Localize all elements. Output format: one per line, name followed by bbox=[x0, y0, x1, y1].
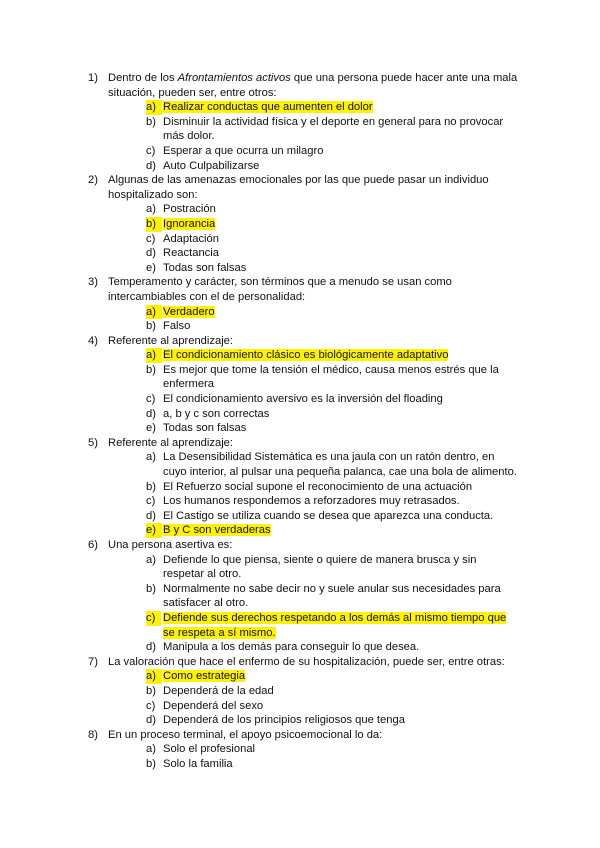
option-letter: d) bbox=[146, 641, 156, 654]
question-number: 1) bbox=[88, 72, 98, 84]
option-letter: a) bbox=[146, 305, 162, 320]
option-e bbox=[108, 421, 520, 436]
option-text: Manipula a los demás para conseguir lo que desea. bbox=[163, 641, 420, 654]
option-text: Reactancia bbox=[163, 247, 219, 260]
option-a bbox=[108, 669, 520, 684]
option-list bbox=[108, 305, 520, 334]
option-text: Postración bbox=[163, 203, 216, 216]
option-d bbox=[108, 246, 520, 261]
option-text: Todas son falsas bbox=[163, 422, 247, 435]
option-d bbox=[108, 713, 520, 728]
option-letter: e) bbox=[146, 523, 162, 538]
question-number: 8) bbox=[88, 728, 98, 741]
option-c bbox=[108, 144, 520, 159]
option-a bbox=[108, 450, 520, 479]
option-d bbox=[108, 640, 520, 655]
option-c bbox=[108, 699, 520, 714]
question-text bbox=[108, 71, 520, 100]
option-letter: b) bbox=[146, 320, 156, 333]
option-b bbox=[108, 757, 520, 772]
question-text-after: que una persona puede hacer ante una mala situación, pueden ser, entre otros: bbox=[108, 72, 518, 99]
option-d bbox=[108, 159, 520, 174]
option-letter: b) bbox=[146, 217, 162, 232]
option-c bbox=[108, 392, 520, 407]
option-letter: c) bbox=[146, 393, 156, 406]
question-4 bbox=[88, 334, 520, 436]
question-text: Referente al aprendizaje: bbox=[108, 436, 234, 449]
question-text: Temperamento y carácter, son términos que a menudo se usan como intercambiables con el de personalidad: bbox=[108, 276, 452, 303]
option-letter: c) bbox=[146, 699, 156, 712]
option-text: Falso bbox=[163, 320, 191, 333]
option-letter: c) bbox=[146, 144, 156, 157]
option-text: Los humanos respondemos a reforzadores muy retrasados. bbox=[163, 495, 460, 508]
option-text: Realizar conductas que aumenten el dolor bbox=[163, 101, 373, 114]
option-text: Dependerá de los principios religiosos que tenga bbox=[163, 714, 405, 727]
option-text: El condicionamiento aversivo es la inversión del floading bbox=[163, 393, 443, 406]
question-2 bbox=[88, 173, 520, 275]
option-text: Solo el profesional bbox=[163, 743, 256, 756]
option-a bbox=[108, 100, 520, 115]
option-list bbox=[108, 742, 520, 771]
option-list bbox=[108, 100, 520, 173]
option-text: El condicionamiento clásico es biológicamente adaptativo bbox=[163, 349, 449, 362]
question-8 bbox=[88, 728, 520, 772]
option-letter: e) bbox=[146, 422, 156, 435]
option-letter: a) bbox=[146, 348, 162, 363]
question-text: Algunas de las amenazas emocionales por las que puede pasar un individuo hospitalizado son: bbox=[108, 174, 489, 201]
option-text: Adaptación bbox=[163, 232, 219, 245]
option-text: Verdadero bbox=[163, 305, 215, 318]
option-letter: a) bbox=[146, 669, 162, 684]
option-list bbox=[108, 553, 520, 655]
option-list bbox=[108, 202, 520, 275]
option-text: Todas son falsas bbox=[163, 261, 247, 274]
option-list bbox=[108, 348, 520, 436]
option-text: Esperar a que ocurra un milagro bbox=[163, 144, 324, 157]
question-6 bbox=[88, 538, 520, 655]
option-letter: d) bbox=[146, 247, 156, 260]
question-text-before: Dentro de los bbox=[108, 72, 178, 84]
option-text: Disminuir la actividad física y el deporte en general para no provocar más dolor. bbox=[163, 115, 504, 143]
option-letter: a) bbox=[146, 100, 162, 115]
option-text: Dependerá del sexo bbox=[163, 699, 264, 712]
option-b bbox=[108, 684, 520, 699]
option-letter: d) bbox=[146, 407, 156, 420]
option-text: El Castigo se utiliza cuando se desea que aparezca una conducta. bbox=[163, 509, 494, 522]
question-list bbox=[88, 71, 520, 772]
question-text-italic: Afrontamientos activos bbox=[177, 72, 291, 84]
option-letter: c) bbox=[146, 495, 156, 508]
option-b bbox=[108, 319, 520, 334]
option-letter: d) bbox=[146, 509, 156, 522]
option-b bbox=[108, 217, 520, 232]
option-a bbox=[108, 348, 520, 363]
question-3 bbox=[88, 275, 520, 333]
question-number: 5) bbox=[88, 436, 98, 449]
option-c bbox=[108, 611, 520, 640]
option-letter: b) bbox=[146, 757, 156, 770]
option-text: Solo la familia bbox=[163, 757, 233, 770]
question-text: Referente al aprendizaje: bbox=[108, 334, 234, 347]
option-b bbox=[108, 115, 520, 144]
option-letter: b) bbox=[146, 480, 156, 493]
option-text: Es mejor que tome la tensión el médico, causa menos estrés que la enfermera bbox=[163, 363, 499, 391]
option-text: Dependerá de la edad bbox=[163, 684, 274, 697]
option-text: El Refuerzo social supone el reconocimiento de una actuación bbox=[163, 480, 473, 493]
option-d bbox=[108, 509, 520, 524]
option-a bbox=[108, 305, 520, 320]
option-text: Normalmente no sabe decir no y suele anular sus necesidades para satisfacer al otro. bbox=[163, 582, 501, 610]
option-letter: d) bbox=[146, 714, 156, 727]
option-a bbox=[108, 553, 520, 582]
option-text: Auto Culpabilizarse bbox=[163, 159, 260, 172]
question-text: La valoración que hace el enfermo de su hospitalización, puede ser, entre otras: bbox=[108, 655, 505, 668]
option-a bbox=[108, 202, 520, 217]
option-letter: a) bbox=[146, 451, 156, 464]
question-number: 6) bbox=[88, 539, 98, 551]
option-letter: c) bbox=[146, 611, 161, 626]
option-letter: b) bbox=[146, 684, 156, 697]
option-letter: a) bbox=[146, 553, 156, 566]
option-d bbox=[108, 407, 520, 422]
option-text: B y C son verdaderas bbox=[163, 524, 271, 537]
option-text: Como estrategia bbox=[163, 670, 246, 683]
option-c bbox=[108, 232, 520, 247]
option-e bbox=[108, 261, 520, 276]
question-text: En un proceso terminal, el apoyo psicoemocional lo da: bbox=[108, 728, 383, 741]
option-e bbox=[108, 523, 520, 538]
option-letter: a) bbox=[146, 203, 156, 216]
question-5 bbox=[88, 436, 520, 538]
option-a bbox=[108, 742, 520, 757]
option-list bbox=[108, 669, 520, 727]
option-letter: a) bbox=[146, 743, 156, 756]
option-b bbox=[108, 582, 520, 611]
option-letter: c) bbox=[146, 232, 156, 245]
option-letter: b) bbox=[146, 582, 156, 595]
option-b bbox=[108, 480, 520, 495]
question-1 bbox=[88, 71, 520, 173]
option-b bbox=[108, 363, 520, 392]
question-number: 7) bbox=[88, 655, 98, 668]
question-number: 3) bbox=[88, 276, 98, 289]
question-number: 2) bbox=[88, 174, 98, 187]
option-c bbox=[108, 494, 520, 509]
question-7 bbox=[88, 655, 520, 728]
option-text: Defiende lo que piensa, siente o quiere de manera brusca y sin respetar al otro. bbox=[163, 553, 477, 581]
option-text: La Desensibilidad Sistemática es una jaula con un ratón dentro, en cuyo interior, al pulsar una pequeña palanca, cae una bola de alimento. bbox=[163, 451, 517, 479]
option-list bbox=[108, 450, 520, 538]
option-letter: e) bbox=[146, 261, 156, 274]
option-text: Ignorancia bbox=[163, 217, 216, 230]
option-letter: b) bbox=[146, 363, 156, 376]
question-text: Una persona asertiva es: bbox=[108, 539, 233, 551]
option-text: Defiende sus derechos respetando a los demás al mismo tiempo que se respeta a sí mismo. bbox=[163, 611, 507, 639]
question-number: 4) bbox=[88, 334, 98, 347]
option-text: a, b y c son correctas bbox=[163, 407, 270, 420]
option-letter: d) bbox=[146, 159, 156, 172]
option-letter: b) bbox=[146, 115, 156, 128]
